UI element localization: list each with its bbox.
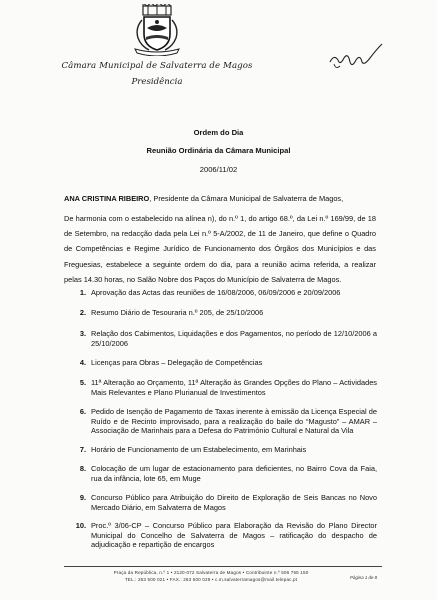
- department-name: Presidência: [131, 77, 183, 87]
- agenda-item-number: 5.: [79, 378, 86, 387]
- president-role: , Presidente da Câmara Municipal de Salvaterra de Magos,: [149, 194, 344, 203]
- document-title: Ordem do Dia: [193, 128, 244, 137]
- organization-name: Câmara Municipal de Salvaterra de Magos: [61, 61, 253, 71]
- agenda-item-text: Aprovação das Actas das reuniões de 16/08/2006, 06/09/2006 e 20/09/2006: [91, 288, 341, 297]
- agenda-item-number: 10.: [75, 521, 86, 530]
- agenda-item-number: 4.: [79, 358, 86, 367]
- municipal-crest-icon: [129, 4, 185, 56]
- page-number: Página 1 de 8: [350, 575, 378, 580]
- agenda-item-text: Pedido de Isenção de Pagamento de Taxas inerente à emissão da Licença Especial de Ruído e de Recinto improvisado, para a realização do baile do “Magusto” – AMAR – Associação de Marinhais para a Defesa do Património Cultural e Natural da Vila: [91, 407, 377, 436]
- agenda-item-number: 8.: [79, 464, 86, 473]
- agenda-item-text: Concurso Público para Atribuição do Direito de Exploração de Seis Bancas no Novo Mercado Diário, em Salvaterra de Magos: [91, 493, 377, 512]
- footer-address: Praça da República, n.º 1 • 2120-072 Salvaterra de Magos • Contribuinte n.º 506 755 150: [113, 570, 309, 575]
- footer-divider: [64, 566, 382, 567]
- agenda-item-number: 9.: [79, 493, 86, 502]
- legal-basis-paragraph: De harmonia com o estabelecido na alínea n), do n.º 1, do artigo 68.º, da Lei n.º 169/99, de 18 de Setembro, na redacção dada pela Lei n.º 5-A/2002, de 11 de Janeiro, que define o Quadro de Competências e Regime Jurídico de Funcionamento dos Órgãos dos Municípios e das Freguesias, estabelece a seguinte ordem do dia, para a reunião acima referida, a realizar pelas 14.30 horas, no Salão Nobre dos Paços do Município de Salvaterra de Magos.: [64, 214, 376, 284]
- agenda-item-text: 11ª Alteração ao Orçamento, 11ª Alteração às Grandes Opções do Plano – Actividades Mais Relevantes e Plano Plurianual de Investimentos: [91, 378, 377, 397]
- agenda-item-number: 1.: [79, 288, 86, 297]
- footer-contact: TEL.: 263 500 021 • FAX.: 263 500 029 • c.m.salvaterramagos@mail.telepac.pt: [124, 577, 298, 582]
- president-name: ANA CRISTINA RIBEIRO: [64, 194, 150, 203]
- agenda-item-number: 6.: [79, 407, 86, 416]
- agenda-item-number: 7.: [79, 445, 86, 454]
- document-subtitle: Reunião Ordinária da Câmara Municipal: [146, 146, 291, 155]
- agenda-item-text: Colocação de um lugar de estacionamento para deficientes, no Bairro Cova da Faia, rua da infância, lote 65, em Muge: [91, 464, 377, 483]
- agenda-item-text: Horário de Funcionamento de um Estabelecimento, em Marinhais: [91, 445, 307, 454]
- agenda-item-number: 2.: [79, 308, 86, 317]
- president-intro: [64, 194, 376, 203]
- document-date: 2006/11/02: [199, 165, 238, 174]
- agenda-item-text: Relação dos Cabimentos, Liquidações e dos Pagamentos, no período de 12/10/2006 a 25/10/2006: [91, 329, 377, 348]
- signature-initials: [326, 36, 386, 76]
- agenda-item-text: Licenças para Obras – Delegação de Competências: [91, 358, 263, 367]
- agenda-item-text: Proc.º 3/06-CP – Concurso Público para Elaboração da Revisão do Plano Director Municipal do Concelho de Salvaterra de Magos – ratificação do despacho de adjudicação e repartição de encargos: [91, 521, 377, 550]
- agenda-item-number: 3.: [79, 329, 86, 338]
- agenda-item-text: Resumo Diário de Tesouraria n.º 205, de 25/10/2006: [91, 308, 264, 317]
